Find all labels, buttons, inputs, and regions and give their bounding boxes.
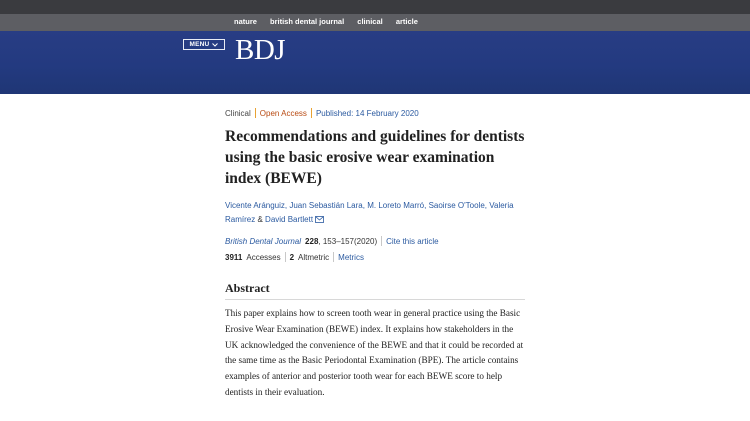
author-link[interactable]: Valeria Ramírez xyxy=(225,201,514,224)
envelope-icon[interactable] xyxy=(315,216,324,223)
abstract-heading: Abstract xyxy=(225,281,525,300)
altmetric-label: Altmetric xyxy=(298,252,330,262)
journal-name[interactable]: British Dental Journal xyxy=(225,236,302,246)
metrics-link[interactable]: Metrics xyxy=(338,252,364,262)
meta-divider xyxy=(255,108,256,118)
citation-line xyxy=(225,236,525,246)
journal-volume: 228 xyxy=(305,236,319,246)
breadcrumb-section[interactable]: clinical xyxy=(357,17,383,26)
bdj-logo[interactable]: BDJ xyxy=(235,34,286,66)
cite-this-article-link[interactable]: Cite this article xyxy=(386,236,439,246)
author-list: Vicente Aránguiz, Juan Sebastián Lara, M. Loreto Marró, Saoirse O'Toole, Valeria Ramírez & David Bartlett xyxy=(225,201,514,224)
breadcrumb-bar xyxy=(0,14,750,31)
article-content xyxy=(225,108,525,401)
open-access-label: Open Access xyxy=(259,108,307,118)
breadcrumb-article[interactable]: article xyxy=(395,17,418,26)
meta-divider xyxy=(311,108,312,118)
author-link[interactable]: Saoirse O'Toole xyxy=(428,201,485,210)
published-date: Published: 14 February 2020 xyxy=(315,108,419,118)
chevron-down-icon xyxy=(212,43,218,47)
article-type: Clinical xyxy=(225,108,251,118)
article-meta xyxy=(225,108,525,118)
article-title: Recommendations and guidelines for dentists using the basic erosive wear examination index (BEWE) xyxy=(225,128,525,187)
abstract-text: This paper explains how to screen tooth wear in general practice using the Basic Erosive Wear Examination (BEWE) index. It explains how stakeholders in the UK acknowledged the convenience of the BEWE and that it could be recorded at the same time as the Basic Periodontal Examination (BPE). The article contains examples of anterior and posterior tooth wear for each BEWE score to help dentists in their evaluation. xyxy=(225,308,524,397)
author-link[interactable]: Juan Sebastián Lara xyxy=(289,201,363,210)
metrics-divider xyxy=(333,252,334,262)
breadcrumb-nature[interactable]: nature xyxy=(234,17,257,26)
menu-button[interactable] xyxy=(183,39,225,50)
author-link[interactable]: Vicente Aránguiz xyxy=(225,201,285,210)
site-header xyxy=(0,31,750,94)
article-metrics xyxy=(225,252,525,262)
breadcrumb xyxy=(234,17,429,26)
menu-label: MENU xyxy=(189,41,210,48)
journal-pages: , 153–157(2020) xyxy=(318,236,378,246)
altmetric-count: 2 xyxy=(289,252,295,262)
citation-divider xyxy=(381,236,382,246)
browser-top-strip xyxy=(0,0,750,14)
accesses-label: Accesses xyxy=(246,252,281,262)
author-link[interactable]: M. Loreto Marró xyxy=(367,201,425,210)
accesses-count: 3911 xyxy=(225,252,243,262)
metrics-divider xyxy=(285,252,286,262)
author-link[interactable]: David Bartlett xyxy=(265,215,314,224)
author-separator: & xyxy=(257,215,263,224)
breadcrumb-journal[interactable]: british dental journal xyxy=(270,17,345,26)
